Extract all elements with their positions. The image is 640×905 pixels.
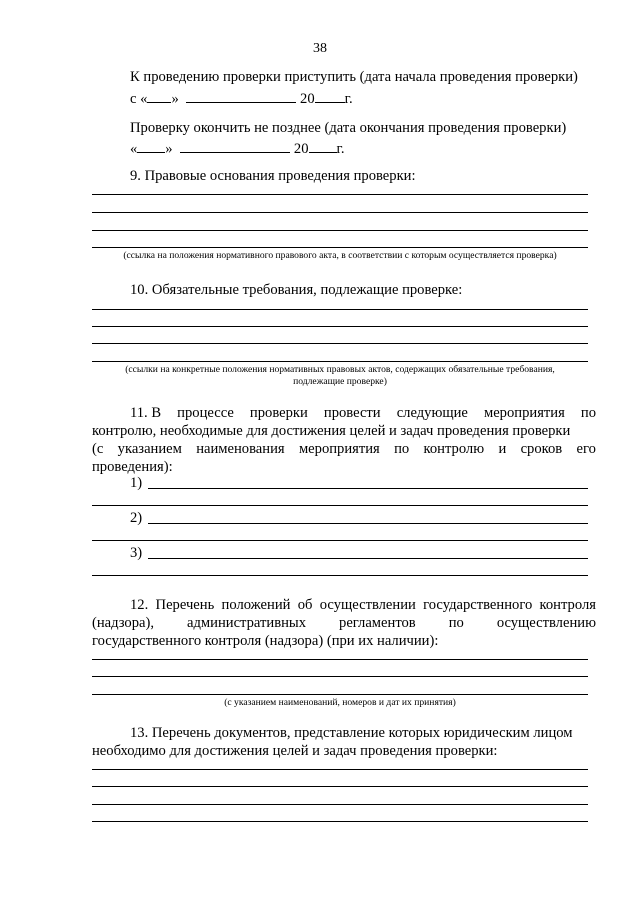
section9-note: (ссылка на положения нормативного правового акта, в соответствии с которым осуществляется проверка) xyxy=(123,250,557,261)
section9-blank-line-3 xyxy=(92,230,588,231)
section13-blank-line-2 xyxy=(92,786,588,787)
s12-w: осуществлении xyxy=(319,597,416,613)
section11-item-3-label: 3) xyxy=(130,545,143,561)
s11-w: по xyxy=(580,405,596,421)
page-number: 38 xyxy=(313,41,327,56)
s12-w: (надзора), xyxy=(92,615,155,631)
section10-note-line2: подлежащие проверке) xyxy=(293,376,387,387)
end-date-prefix: « xyxy=(130,141,138,157)
start-date-field xyxy=(130,88,353,108)
s12-w: административных xyxy=(187,615,307,631)
start-year-blank xyxy=(315,88,345,103)
section13-blank-line-1 xyxy=(92,769,588,770)
s11-w: указанием xyxy=(117,441,182,457)
s11-w: наименования xyxy=(196,441,285,457)
section10-blank-line-2 xyxy=(92,326,588,327)
end-year-prefix: 20 xyxy=(293,141,309,157)
section12-note: (с указанием наименований, номеров и дат их принятия) xyxy=(224,697,456,708)
end-day-blank xyxy=(137,138,165,153)
start-date-label: К проведению проверки приступить (дата начала проведения проверки) xyxy=(130,69,578,85)
section10-blank-line-4 xyxy=(92,361,588,362)
section9-blank-line-2 xyxy=(92,212,588,213)
s12-w: государственного xyxy=(423,597,533,613)
start-day-blank xyxy=(147,88,171,103)
section13-line1: 13. Перечень документов, представление которых юридическим лицом xyxy=(130,725,573,741)
s11-w: по xyxy=(394,441,410,457)
s12-w: Перечень xyxy=(155,597,215,613)
start-month-blank xyxy=(186,88,296,103)
s12-w: 12. xyxy=(130,597,149,613)
s11-w: (с xyxy=(92,441,104,457)
section13-line2: необходимо для достижения целей и задач проведения проверки: xyxy=(92,743,498,759)
s11-w: его xyxy=(576,441,596,457)
section11-item-2-line xyxy=(148,523,588,524)
section11-item-1-label: 1) xyxy=(130,475,143,491)
section12-line2 xyxy=(92,614,596,632)
section13-blank-line-3 xyxy=(92,804,588,805)
section11-line3 xyxy=(92,440,596,458)
section10-heading: 10. Обязательные требования, подлежащие проверке: xyxy=(130,282,463,298)
section11-item-3-continuation xyxy=(92,575,588,576)
s12-w: положений xyxy=(221,597,291,613)
s11-w: и xyxy=(498,441,507,457)
s11-w: сроков xyxy=(520,441,563,457)
start-date-prefix: с « xyxy=(130,91,148,107)
end-date-label: Проверку окончить не позднее (дата окончания проведения проверки) xyxy=(130,120,567,136)
end-year-blank xyxy=(309,138,337,153)
s12-w: по xyxy=(448,615,464,631)
section12-blank-line-1 xyxy=(92,659,588,660)
section11-line1 xyxy=(130,404,596,422)
section13-blank-line-4 xyxy=(92,821,588,822)
section9-blank-line-4 xyxy=(92,247,588,248)
section12-line3: государственного контроля (надзора) (при их наличии): xyxy=(92,633,439,649)
section12-line1 xyxy=(130,596,596,614)
end-year-suffix: г. xyxy=(336,141,345,157)
end-month-blank xyxy=(180,138,290,153)
section12-blank-line-2 xyxy=(92,676,588,677)
section9-heading: 9. Правовые основания проведения проверки: xyxy=(130,168,416,184)
s11-w: 11. В xyxy=(130,405,162,421)
section10-note-line1: (ссылки на конкретные положения нормативных правовых актов, содержащих обязательные требования, xyxy=(125,364,555,375)
start-year-suffix: г. xyxy=(344,91,353,107)
s12-w: регламентов xyxy=(339,615,416,631)
s12-w: контроля xyxy=(539,597,596,613)
section11-item-2-label: 2) xyxy=(130,510,143,526)
s11-w: следующие xyxy=(396,405,468,421)
section9-blank-line-1 xyxy=(92,194,588,195)
start-year-prefix: 20 xyxy=(300,91,315,107)
section11-line4: проведения): xyxy=(92,459,173,475)
s11-w: мероприятия xyxy=(298,441,380,457)
s11-w: процессе xyxy=(177,405,234,421)
section10-blank-line-1 xyxy=(92,309,588,310)
section10-blank-line-3 xyxy=(92,343,588,344)
s11-w: контролю xyxy=(423,441,485,457)
section12-blank-line-3 xyxy=(92,694,588,695)
section11-item-3-line xyxy=(148,558,588,559)
section11-item-1-continuation xyxy=(92,505,588,506)
start-date-mid: » xyxy=(171,91,179,107)
end-date-mid: » xyxy=(165,141,173,157)
s11-w: мероприятия xyxy=(483,405,565,421)
end-date-field xyxy=(130,138,345,158)
s12-w: осуществлению xyxy=(496,615,596,631)
s12-w: об xyxy=(297,597,313,613)
section11-item-1-line xyxy=(148,488,588,489)
s11-w: проверки xyxy=(249,405,308,421)
section11-item-2-continuation xyxy=(92,540,588,541)
section11-line2: контролю, необходимые для достижения целей и задач проведения проверки xyxy=(92,423,571,439)
s11-w: провести xyxy=(323,405,381,421)
